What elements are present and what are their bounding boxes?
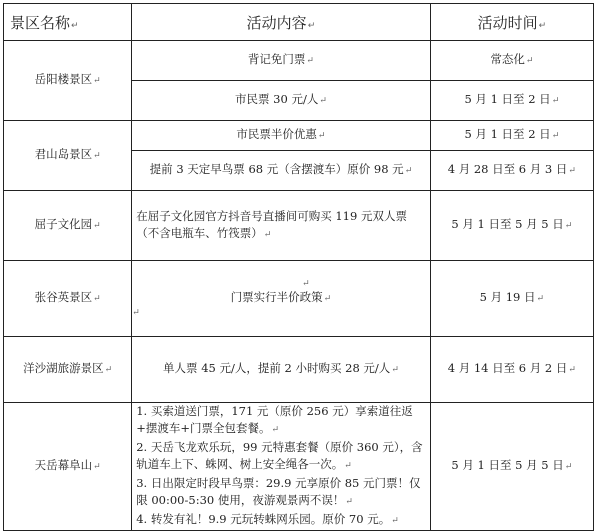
header-scenic-name: 景区名称↵ [4, 4, 132, 41]
activity-time-cell: 常态化↵ [430, 41, 593, 81]
header-activity-time: 活动时间↵ [430, 4, 593, 41]
header-activity-content: 活动内容↵ [132, 4, 431, 41]
table-row [4, 337, 594, 403]
activity-time-cell: 5 月 1 日至 5 月 5 日↵ [430, 403, 593, 531]
table-row [4, 191, 594, 261]
activity-content-cell [132, 403, 431, 531]
activity-time-cell: 4 月 14 日至 6 月 2 日↵ [430, 337, 593, 403]
activity-time-cell: 5 月 19 日↵ [430, 261, 593, 337]
activity-content-cell: ↵ 门票实行半价政策↵ ↵ [132, 261, 431, 337]
paragraph-mark: ↵ [132, 308, 140, 318]
table-row [4, 261, 594, 337]
activity-content-cell: 市民票 30 元/人↵ [132, 81, 431, 121]
activity-content-cell: 背记免门票↵ [132, 41, 431, 81]
scenic-activities-table [3, 3, 594, 531]
activity-item: 2. 天岳飞龙欢乐玩，99 元特惠套餐（原价 360 元），含轨道车上下、蛛网、树上安全绳各一次。↵ [136, 440, 423, 471]
activity-time-cell: 5 月 1 日至 5 月 5 日↵ [430, 191, 593, 261]
scenic-name-cell: 屈子文化园↵ [4, 191, 132, 261]
table-row [4, 41, 594, 81]
scenic-name-cell: 洋沙湖旅游景区↵ [4, 337, 132, 403]
activity-content-cell: 单人票 45 元/人，提前 2 小时购买 28 元/人↵ [132, 337, 431, 403]
activity-time-cell: 4 月 28 日至 6 月 3 日↵ [430, 151, 593, 191]
table-row [4, 121, 594, 151]
activity-content-cell: 在屈子文化园官方抖音号直播间可购买 119 元双人票（不含电瓶车、竹筏票）↵ [132, 191, 431, 261]
activity-time-cell: 5 月 1 日至 2 日↵ [430, 121, 593, 151]
activity-item: 4. 转发有礼！9.9 元玩转蛛网乐园。原价 70 元。↵ [136, 512, 399, 526]
table-row [4, 403, 594, 531]
activity-content-cell: 提前 3 天定早鸟票 68 元（含摆渡车）原价 98 元↵ [132, 151, 431, 191]
paragraph-mark: ↵ [302, 279, 310, 289]
activity-content-cell: 市民票半价优惠↵ [132, 121, 431, 151]
table-header-row [4, 4, 594, 41]
scenic-name-cell: 天岳幕阜山↵ [4, 403, 132, 531]
activity-item: 3. 日出限定时段早鸟票：29.9 元享原价 85 元门票！仅限 00:00-5:30 使用，夜游观景两不误！↵ [136, 476, 421, 507]
scenic-name-cell: 岳阳楼景区↵ [4, 41, 132, 121]
scenic-name-cell: 君山岛景区↵ [4, 121, 132, 191]
activity-item: 1. 买索道送门票，171 元（原价 256 元）享索道往返+摆渡车+门票全包套餐。↵ [136, 404, 413, 435]
activity-time-cell: 5 月 1 日至 2 日↵ [430, 81, 593, 121]
scenic-name-cell: 张谷英景区↵ [4, 261, 132, 337]
